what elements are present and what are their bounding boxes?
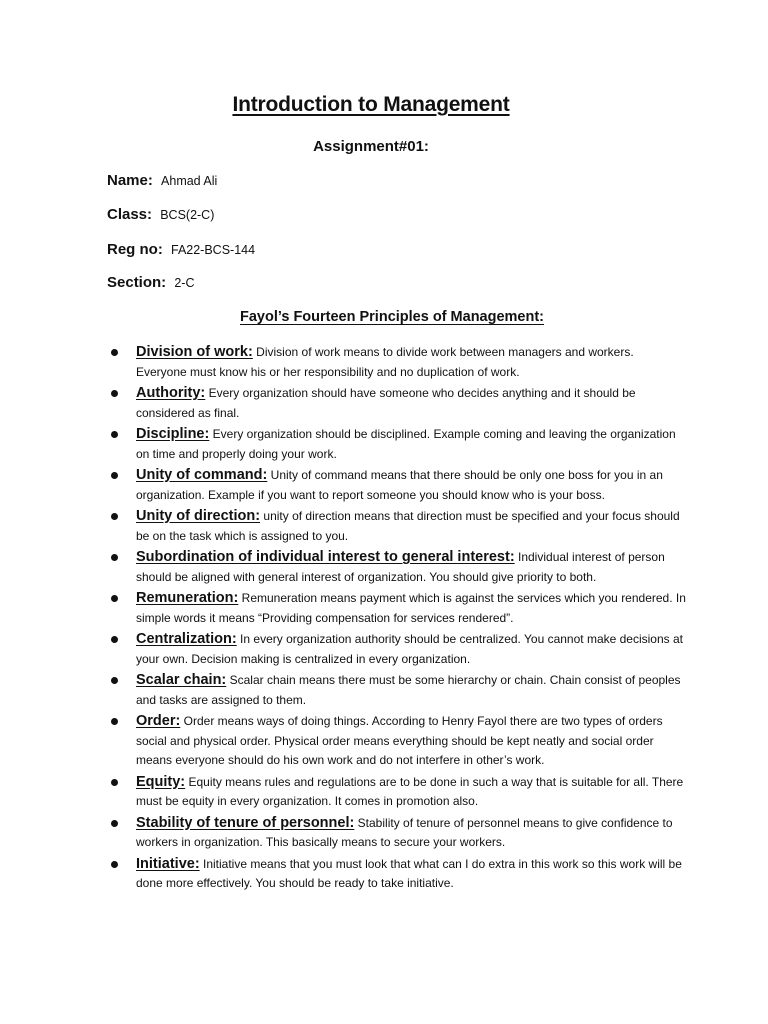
bullet-icon — [111, 472, 118, 479]
principle-term: Centralization: — [136, 631, 237, 647]
bullet-icon — [111, 861, 118, 868]
principle-item-initiative — [107, 855, 687, 894]
principle-text: Unity of command means that there should be only one boss for you in an organization. Example if you want to report someone you should know who is your boss. — [136, 468, 663, 502]
principle-item-scalar-chain — [107, 671, 687, 710]
name-field — [107, 172, 217, 189]
principle-text: Initiative means that you must look that what can I do extra in this work so this work will be done more effectively. You should be ready to take initiative. — [136, 856, 682, 890]
bullet-icon — [111, 820, 118, 827]
principle-term: Order: — [136, 713, 181, 729]
principle-term: Subordination of individual interest to general interest: — [136, 549, 515, 565]
principle-text: Equity means rules and regulations are to be done in such a way that is suitable for all. There must be equity in every organization. It comes in promotion also. — [136, 774, 684, 808]
principle-text: unity of direction means that direction must be specified and your focus should be on the task which is assigned to you. — [136, 509, 680, 543]
principles-heading: Fayol’s Fourteen Principles of Management: — [239, 309, 545, 325]
principle-item-authority — [107, 384, 687, 423]
bullet-icon — [111, 390, 118, 397]
bullet-icon — [111, 595, 118, 602]
reg-no-field — [107, 241, 255, 258]
principle-text: In every organization authority should be centralized. You cannot make decisions at your own. Decision making is centralized in every organization. — [136, 632, 683, 666]
principle-item-centralization — [107, 630, 687, 669]
principle-item-discipline — [107, 425, 687, 464]
assignment-number: Assignment#01: — [313, 138, 429, 155]
principle-term: Remuneration: — [136, 590, 239, 606]
bullet-icon — [111, 431, 118, 438]
principles-list — [107, 343, 687, 896]
principle-item-unity-of-command — [107, 466, 687, 505]
class-field — [107, 206, 214, 223]
principle-item-division-of-work — [107, 343, 687, 382]
principle-text: Remuneration means payment which is against the services which you rendered. In simple words it means “Providing compensation for services rendered”. — [136, 591, 686, 625]
bullet-icon — [111, 554, 118, 561]
principle-term: Scalar chain: — [136, 672, 227, 688]
bullet-icon — [111, 513, 118, 520]
principle-item-unity-of-direction — [107, 507, 687, 546]
principle-term: Unity of direction: — [136, 508, 261, 524]
principle-term: Initiative: — [136, 855, 200, 872]
bullet-icon — [111, 677, 118, 684]
reg-no-label: Reg no: — [107, 241, 163, 258]
document-title: Introduction to Management — [232, 93, 510, 116]
principle-item-subordination — [107, 548, 687, 587]
class-value: BCS(2-C) — [160, 208, 215, 222]
bullet-icon — [111, 779, 118, 786]
principle-text: Individual interest of person should be aligned with general interest of organization. You should give priority to both. — [136, 550, 665, 584]
principle-term: Equity: — [136, 773, 186, 790]
principle-term: Discipline: — [136, 426, 210, 442]
section-field — [107, 274, 195, 291]
section-value: 2-C — [174, 276, 195, 290]
bullet-icon — [111, 636, 118, 643]
bullet-icon — [111, 718, 118, 725]
principle-item-order — [107, 712, 687, 771]
section-label: Section: — [107, 274, 167, 291]
principle-item-remuneration — [107, 589, 687, 628]
name-label: Name: — [107, 172, 153, 189]
reg-no-value: FA22-BCS-144 — [171, 243, 256, 257]
bullet-icon — [111, 349, 118, 356]
principle-term: Authority: — [136, 385, 206, 401]
principle-item-stability-of-tenure — [107, 814, 687, 853]
name-value: Ahmad Ali — [161, 174, 218, 188]
principle-text: Stability of tenure of personnel means to give confidence to workers in organization. This basically means to secure your workers. — [136, 815, 673, 849]
class-label: Class: — [107, 206, 153, 223]
principle-text: Every organization should be disciplined. Example coming and leaving the organization on time and properly doing your work. — [136, 427, 676, 461]
principle-text: Division of work means to divide work between managers and workers. Everyone must know his or her responsibility and no duplication of work. — [136, 345, 634, 379]
principle-term: Stability of tenure of personnel: — [136, 814, 355, 831]
principle-text: Order means ways of doing things. According to Henry Fayol there are two types of orders social and physical order. Physical order means everything should be kept neatly and social order means everyone should do his own work and do not interfere in other’s work. — [136, 714, 663, 767]
principle-term: Unity of command: — [136, 467, 268, 483]
principle-text: Every organization should have someone who decides anything and it should be considered as final. — [136, 386, 636, 420]
principle-item-equity — [107, 773, 687, 812]
principle-term: Division of work: — [136, 344, 253, 360]
principle-text: Scalar chain means there must be some hierarchy or chain. Chain consist of peoples and tasks are assigned to them. — [136, 673, 681, 707]
